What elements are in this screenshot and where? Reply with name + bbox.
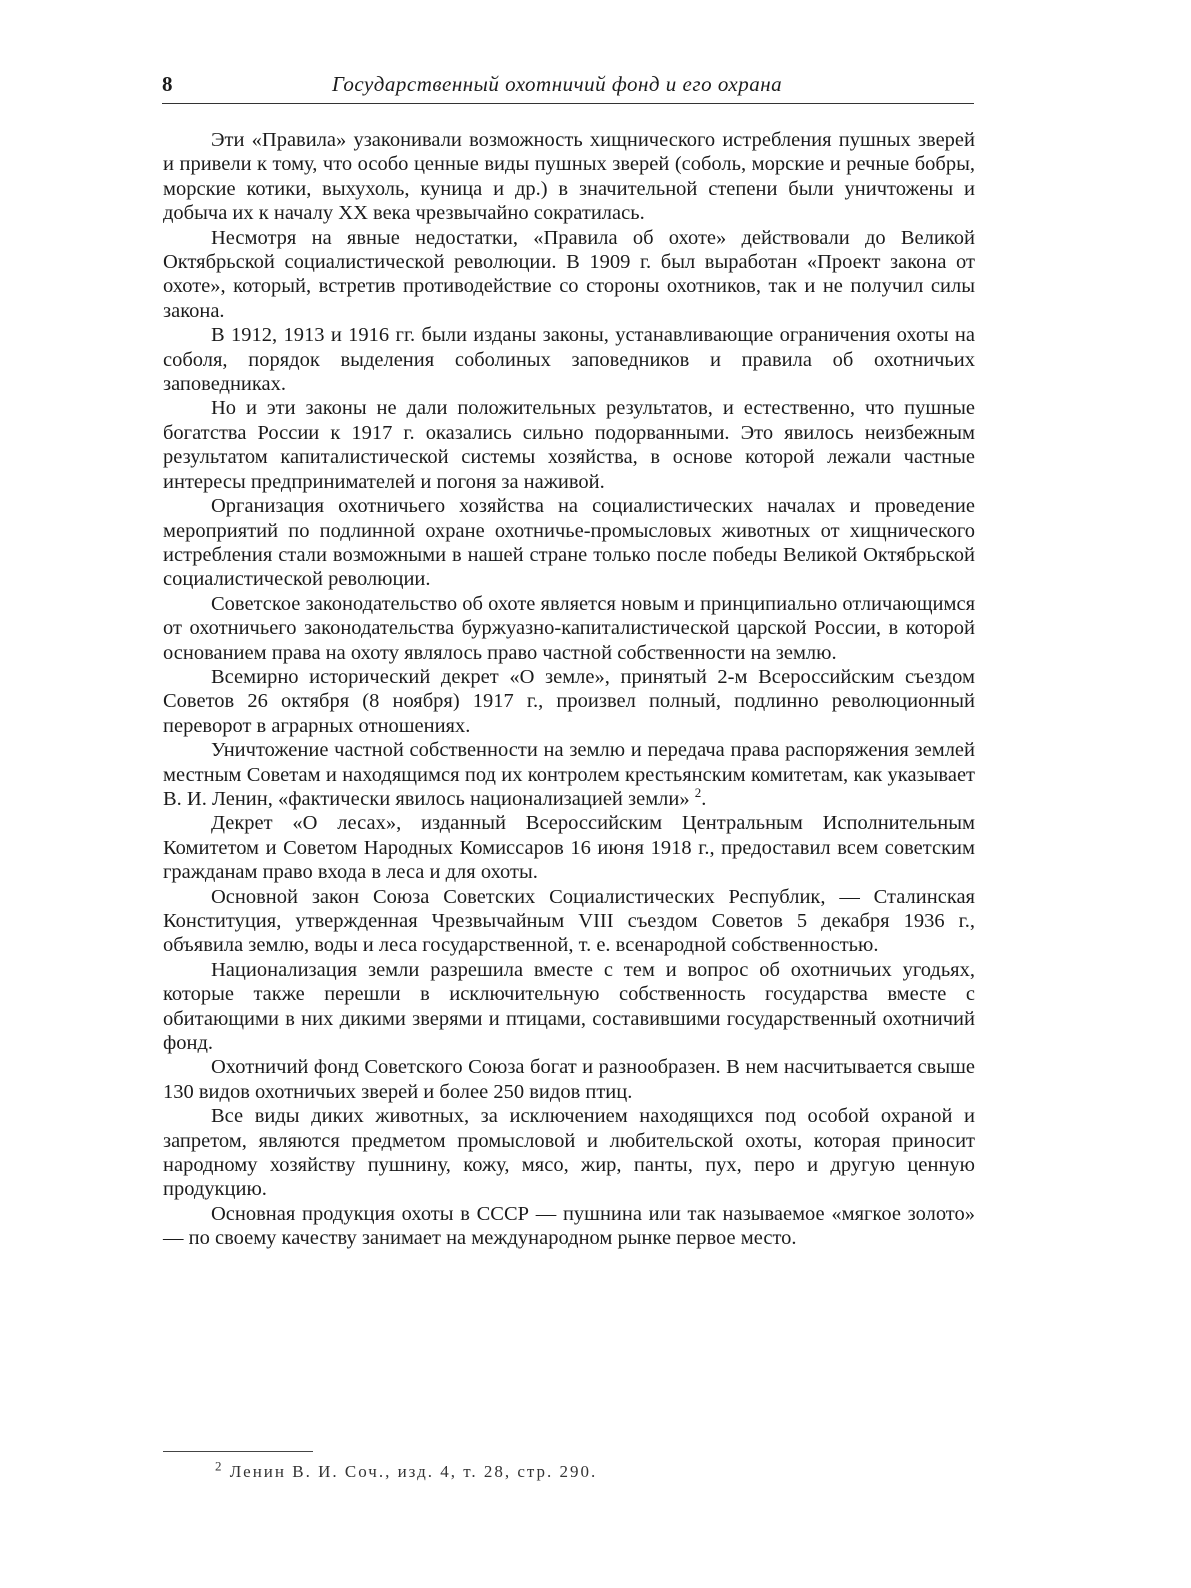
paragraph: Организация охотничьего хозяйства на социалистических началах и проведение мероприятий по подлинной охране охотничье-промысловых животных от хищнического истребления стали возможными в нашей стране только после победы Великой Октябрьской социалистической революции. (163, 495, 975, 591)
running-title: Государственный охотничий фонд и его охрана (332, 72, 783, 96)
paragraph: Основной закон Союза Советских Социалистических Республик, — Сталинская Конституция, утвержденная Чрезвычайным VIII съездом Советов 5 декабря 1936 г., объявила землю, воды и леса государственной, т. е. всенародной собственностью. (163, 885, 975, 957)
paragraph: Советское законодательство об охоте является новым и принципиально отличающимся от охотничьего законодательства буржуазно-капиталистической царской России, в которой основанием права на охоту являлось право частной собственности на землю. (163, 592, 975, 664)
paragraph: Основная продукция охоты в СССР — пушнина или так называемое «мягкое золото» — по своему качеству занимает на международном рынке первое место. (163, 1202, 975, 1250)
paragraph: Эти «Правила» узаконивали возможность хищнического истребления пушных зверей и привели к тому, что особо ценные виды пушных зверей (соболь, морские и речные бобры, морские котики, выхухоль, куница и др.) в значительной степени были уничтожены и добыча их к началу XX века чрезвычайно сократилась. (163, 129, 975, 225)
paragraph: Национализация земли разрешила вместе с тем и вопрос об охотничьих угодьях, которые также перешли в исключительную собственность государства вместе с обитающими в них дикими зверями и птицами, составившими государственный охотничий фонд. (163, 958, 975, 1055)
paragraph-with-footnote: Уничтожение частной собственности на землю и передача права распоряжения землей местным Советам и находящимся под их контролем крестьянским комитетам, как указывает В. И. Ленин, «фактически явилось национализацией земли» $^2$. (163, 739, 975, 810)
header-rule (162, 103, 974, 104)
paragraph: Всемирно исторический декрет «О земле», принятый 2-м Всероссийским съездом Советов 26 октября (8 ноября) 1917 г., произвел полный, подлинно революционный переворот в аграрных отношениях. (163, 665, 975, 737)
footnote-rule (163, 1451, 313, 1452)
footnote-marker: 2 (215, 1458, 224, 1474)
paragraph: Охотничий фонд Советского Союза богат и разнообразен. В нем насчитывается свыше 130 видов охотничьих зверей и более 250 видов птиц. (163, 1056, 975, 1103)
paragraph: Декрет «О лесах», изданный Всероссийским Центральным Исполнительным Комитетом и Советом Народных Комиссаров 16 июня 1918 г., предоставил всем советским гражданам право входа в леса и для охоты. (163, 812, 975, 884)
footnote-text: Ленин В. И. Соч., изд. 4, т. 28, стр. 290. (229, 1462, 598, 1481)
body-text (163, 128, 975, 1251)
paragraph: Несмотря на явные недостатки, «Правила об охоте» действовали до Великой Октябрьской социалистической революции. В 1909 г. был выработан «Проект закона от охоте», который, встретив противодействие со стороны охотников, так и не получил силы закона. (163, 226, 975, 322)
paragraph-text: Уничтожение частной собственности на землю и передача права распоряжения землей местным Советам и находящимся под их контролем крестьянским комитетам, как указывает В. И. Ленин, «фактически явилось национализацией земли» (163, 739, 975, 810)
page-number: 8 (162, 72, 173, 96)
footnote (215, 1458, 598, 1482)
paragraph: Но и эти законы не дали положительных результатов, и естественно, что пушные богатства России к 1917 г. оказались сильно подорванными. Это явилось неизбежным результатом капиталистической системы хозяйства, в основе которой лежали частные интересы предпринимателей и погоня за наживой. (163, 397, 975, 493)
paragraph: Все виды диких животных, за исключением находящихся под особой охраной и запретом, являются предметом промысловой и любительской охоты, которая приносит народному хозяйству пушнину, кожу, мясо, жир, панты, пух, перо и другую ценную продукцию. (163, 1105, 975, 1201)
page-header (162, 72, 974, 106)
footnote-reference: 2 (694, 785, 702, 801)
paragraph: В 1912, 1913 и 1916 гг. были изданы законы, устанавливающие ограничения охоты на соболя, порядок выделения соболиных заповедников и правила об охотничьих заповедниках. (163, 324, 975, 396)
